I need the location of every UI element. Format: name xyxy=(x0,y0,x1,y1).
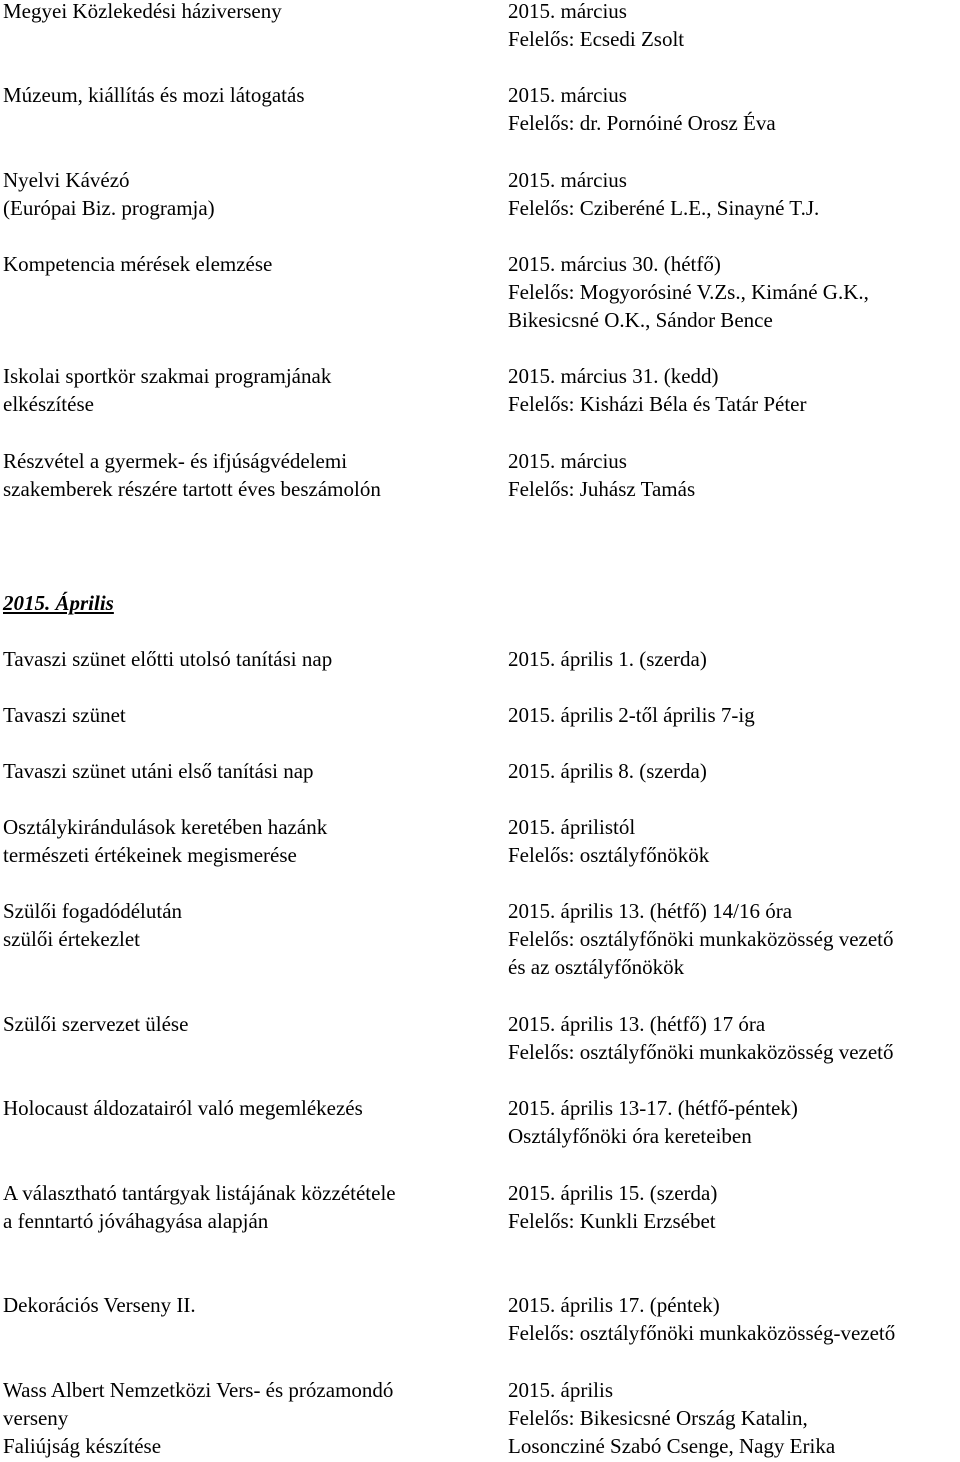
event-name xyxy=(3,81,493,109)
event-details xyxy=(508,81,960,137)
event-detail-line: Felelős: Ecsedi Zsolt xyxy=(508,27,685,51)
event-name xyxy=(3,757,493,785)
event-detail-line: Felelős: Mogyorósiné V.Zs., Kimáné G.K., xyxy=(508,280,869,304)
event-detail-line: Felelős: osztályfőnöki munkaközösség vezető xyxy=(508,927,894,951)
event-details xyxy=(508,0,960,53)
event-detail-line: Felelős: Kisházi Béla és Tatár Péter xyxy=(508,392,807,416)
event-name xyxy=(3,1291,493,1319)
event-name xyxy=(3,166,493,222)
event-details xyxy=(508,813,960,869)
event-detail-line: Felelős: Bikesicsné Ország Katalin, xyxy=(508,1406,808,1430)
event-detail-line: Felelős: osztályfőnöki munkaközösség-vezető xyxy=(508,1321,896,1345)
event-detail-line: Felelős: dr. Pornóiné Orosz Éva xyxy=(508,111,776,135)
event-name-line: Holocaust áldozatairól való megemlékezés xyxy=(3,1096,363,1120)
event-date: 2015. március xyxy=(508,83,627,107)
event-details xyxy=(508,1291,960,1347)
event-date: 2015. március 30. (hétfő) xyxy=(508,252,721,276)
event-name-line: Iskolai sportkör szakmai programjának xyxy=(3,364,332,388)
event-date: 2015. március 31. (kedd) xyxy=(508,364,719,388)
event-name-line: Nyelvi Kávézó xyxy=(3,168,130,192)
event-name xyxy=(3,897,493,953)
event-name xyxy=(3,1376,493,1460)
event-name-line: Tavaszi szünet előtti utolsó tanítási nap xyxy=(3,647,333,671)
event-name xyxy=(3,362,493,418)
event-details xyxy=(508,1376,960,1460)
event-details xyxy=(508,447,960,503)
event-date: 2015. áprilistól xyxy=(508,815,636,839)
event-name-line: Tavaszi szünet xyxy=(3,703,126,727)
event-date: 2015. április 17. (péntek) xyxy=(508,1293,720,1317)
event-details xyxy=(508,362,960,418)
event-date: 2015. április 13. (hétfő) 14/16 óra xyxy=(508,899,793,923)
event-details xyxy=(508,1094,960,1150)
event-details xyxy=(508,166,960,222)
event-detail-line: Osztályfőnöki óra kereteiben xyxy=(508,1124,752,1148)
event-name-line: természeti értékeinek megismerése xyxy=(3,843,297,867)
event-name xyxy=(3,1010,493,1038)
event-name-line: Múzeum, kiállítás és mozi látogatás xyxy=(3,83,305,107)
event-name xyxy=(3,250,493,278)
event-name-line: Szülői fogadódélután xyxy=(3,899,183,923)
event-details xyxy=(508,701,960,729)
event-date: 2015. április 15. (szerda) xyxy=(508,1181,718,1205)
event-date: 2015. április 13. (hétfő) 17 óra xyxy=(508,1012,766,1036)
event-name-line: (Európai Biz. programja) xyxy=(3,196,215,220)
event-name xyxy=(3,1179,493,1235)
event-name xyxy=(3,813,493,869)
event-name-line: elkészítése xyxy=(3,392,94,416)
event-date: 2015. április 2-től április 7-ig xyxy=(508,703,755,727)
event-name xyxy=(3,0,493,25)
event-details xyxy=(508,250,960,334)
event-details xyxy=(508,757,960,785)
event-name-line: verseny xyxy=(3,1406,69,1430)
event-name xyxy=(3,701,493,729)
event-detail-line: Felelős: Kunkli Erzsébet xyxy=(508,1209,716,1233)
event-name-line: Faliújság készítése xyxy=(3,1434,162,1458)
event-detail-line: Bikesicsné O.K., Sándor Bence xyxy=(508,308,773,332)
event-date: 2015. március xyxy=(508,168,627,192)
april-heading: 2015. Április xyxy=(3,591,114,615)
event-name-line: Szülői szervezet ülése xyxy=(3,1012,189,1036)
event-name-line: Tavaszi szünet utáni első tanítási nap xyxy=(3,759,314,783)
event-date: 2015. március xyxy=(508,0,627,23)
event-date: 2015. március xyxy=(508,449,627,473)
event-details xyxy=(508,645,960,673)
event-detail-line: Felelős: Juhász Tamás xyxy=(508,477,696,501)
event-name-line: Kompetencia mérések elemzése xyxy=(3,252,273,276)
event-details xyxy=(508,1179,960,1235)
event-name xyxy=(3,1094,493,1122)
event-name xyxy=(3,645,493,673)
event-name xyxy=(3,447,493,503)
event-name-line: Megyei Közlekedési háziverseny xyxy=(3,0,282,23)
event-name-line: szülői értekezlet xyxy=(3,927,141,951)
event-name-line: Részvétel a gyermek- és ifjúságvédelemi xyxy=(3,449,348,473)
event-date: 2015. április 8. (szerda) xyxy=(508,759,707,783)
event-name-line: Dekorációs Verseny II. xyxy=(3,1293,196,1317)
event-name-line: a fenntartó jóváhagyása alapján xyxy=(3,1209,269,1233)
event-detail-line: Felelős: Cziberéné L.E., Sinayné T.J. xyxy=(508,196,820,220)
event-detail-line: Losoncziné Szabó Csenge, Nagy Erika xyxy=(508,1434,836,1458)
event-name-line: Osztálykirándulások keretében hazánk xyxy=(3,815,328,839)
event-name-line: Wass Albert Nemzetközi Vers- és prózamondó xyxy=(3,1378,394,1402)
event-details xyxy=(508,1010,960,1066)
event-details xyxy=(508,897,960,981)
event-name-line: szakemberek részére tartott éves beszámolón xyxy=(3,477,381,501)
event-detail-line: és az osztályfőnökök xyxy=(508,955,685,979)
event-date: 2015. április 1. (szerda) xyxy=(508,647,707,671)
event-detail-line: Felelős: osztályfőnöki munkaközösség vezető xyxy=(508,1040,894,1064)
event-date: 2015. április 13-17. (hétfő-péntek) xyxy=(508,1096,798,1120)
event-date: 2015. április xyxy=(508,1378,613,1402)
event-detail-line: Felelős: osztályfőnökök xyxy=(508,843,710,867)
event-name-line: A választható tantárgyak listájának közzététele xyxy=(3,1181,396,1205)
